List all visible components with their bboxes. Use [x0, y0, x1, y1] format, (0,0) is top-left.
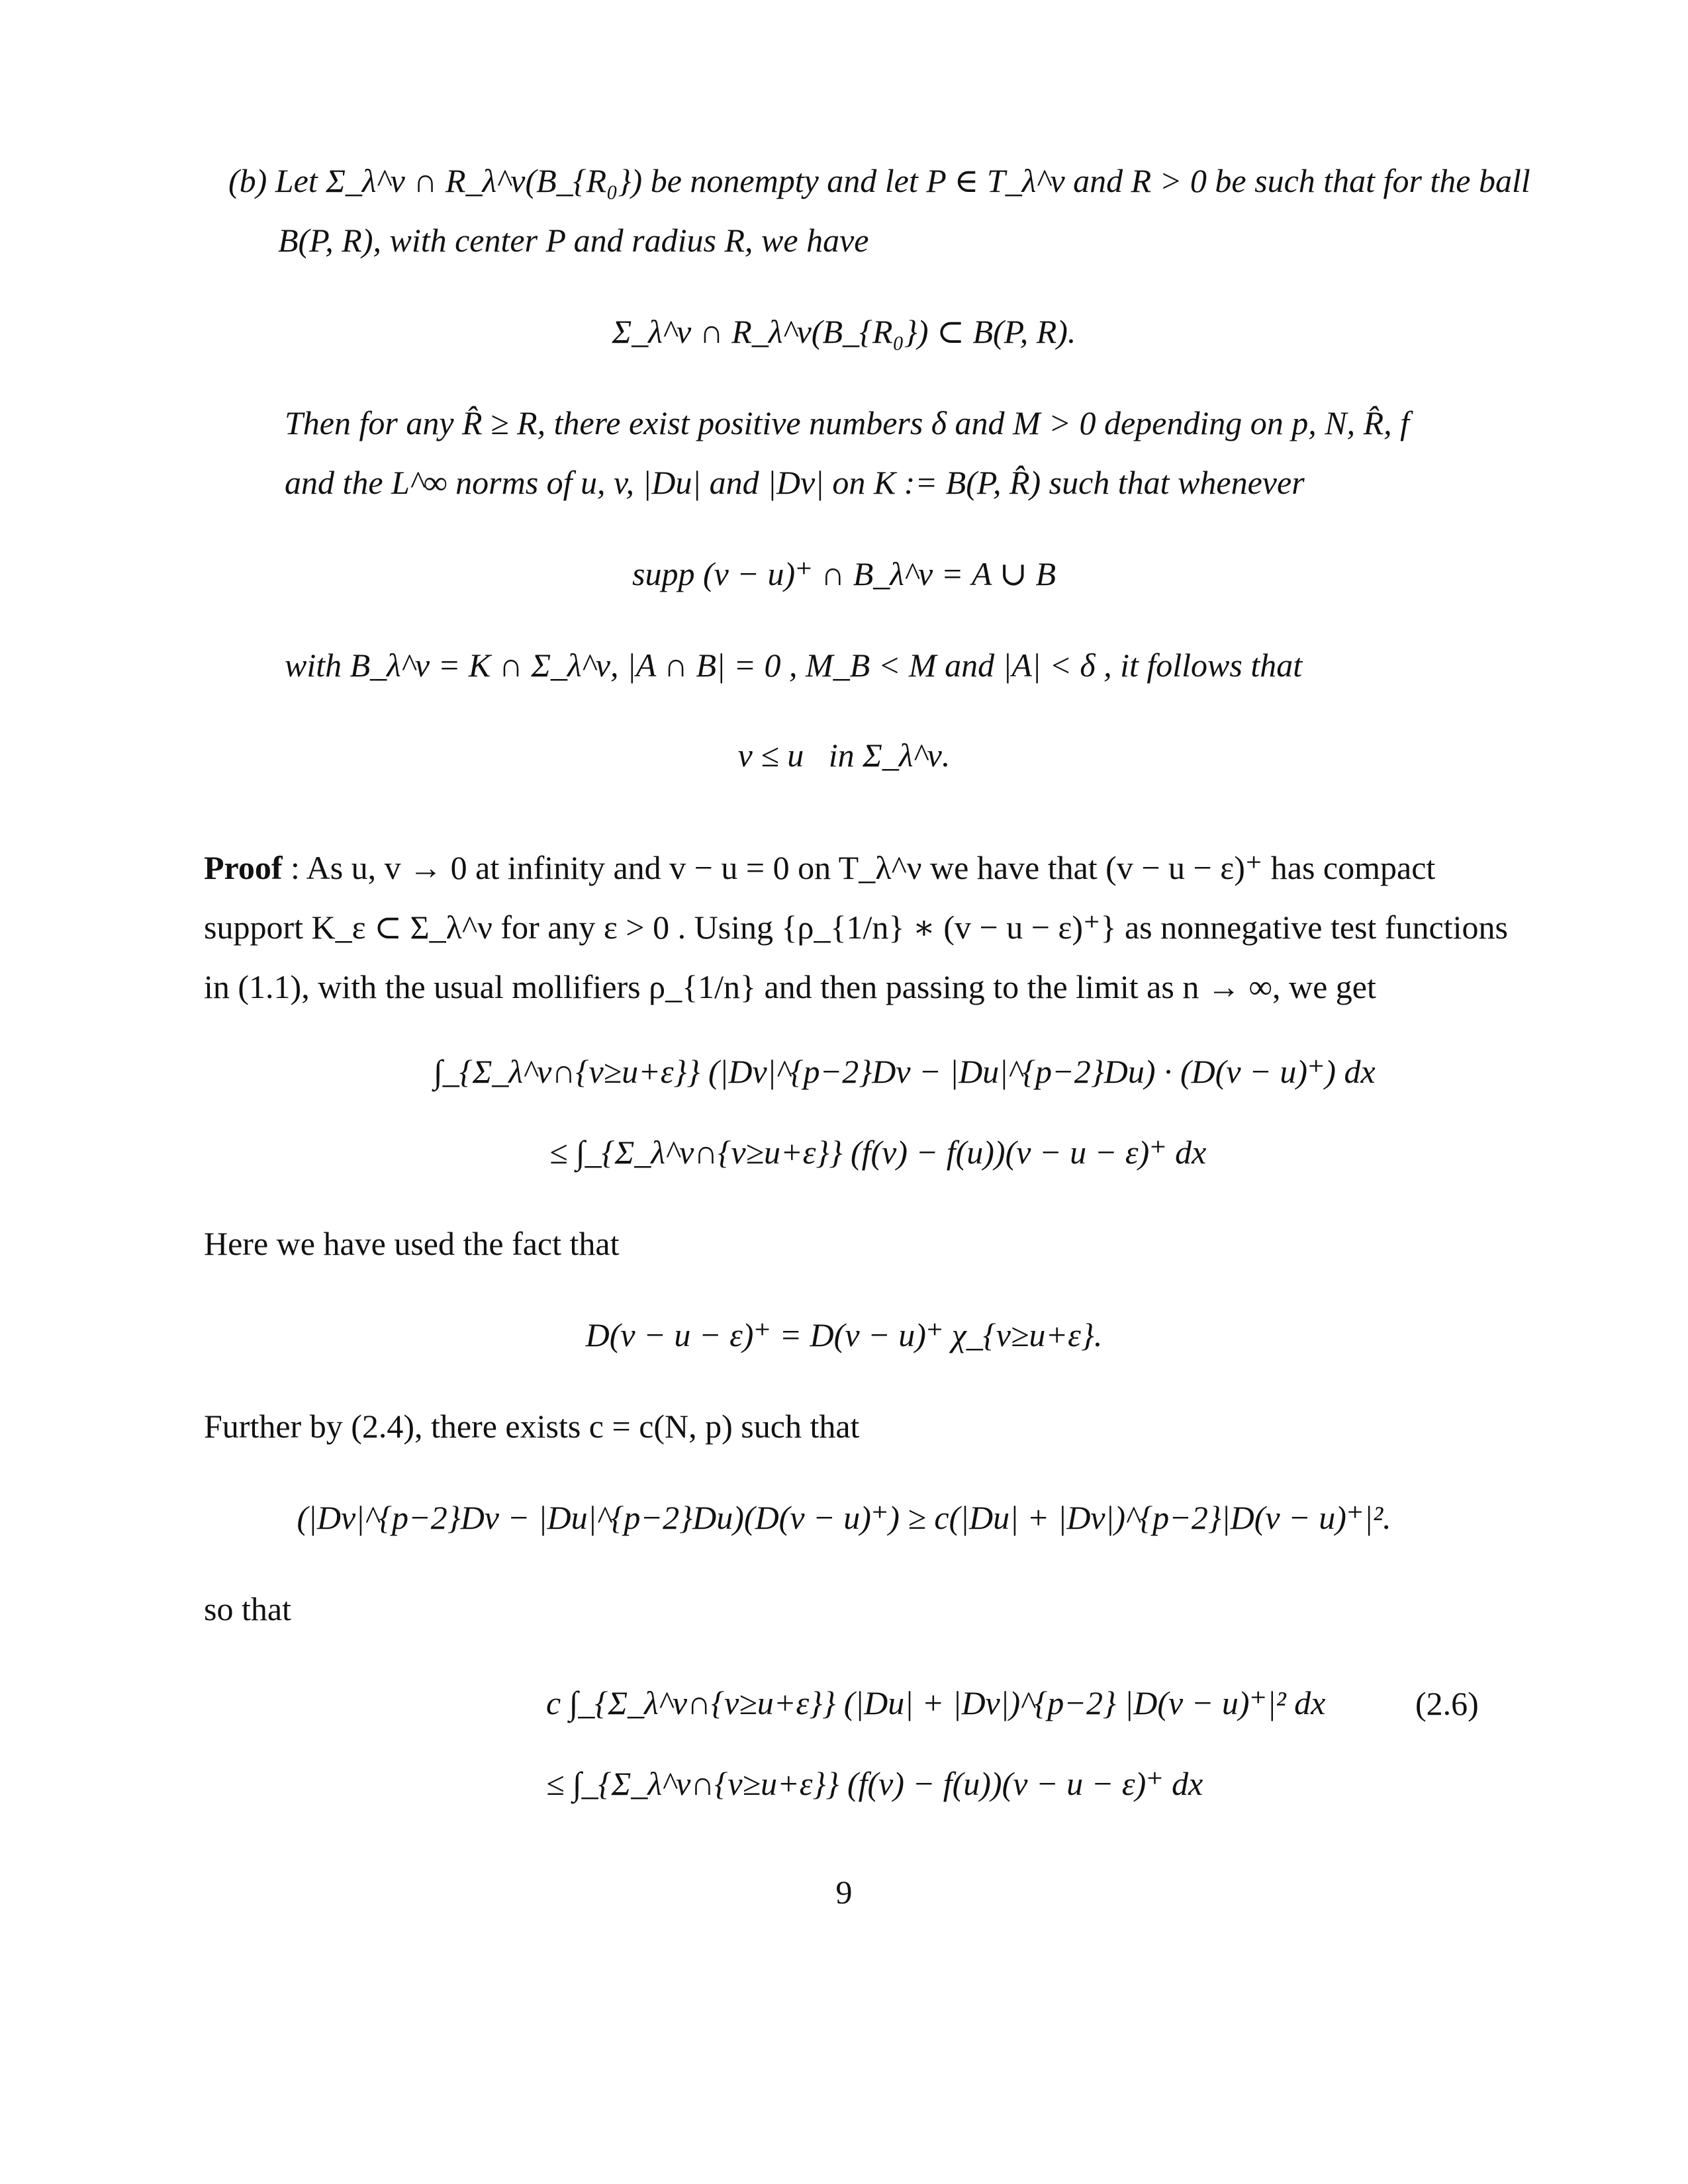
display-gradient-fact: D(v − u − ε)⁺ = D(v − u)⁺ χ_{v≥u+ε}. [585, 1316, 1103, 1353]
here-text: Here we have used the fact that [204, 1225, 620, 1262]
page-number: 9 [835, 1874, 853, 1911]
further-text: Further by (2.4), there exists c = c(N, p) such that [204, 1408, 860, 1445]
proof-label: Proof [204, 849, 283, 886]
lemma-b-line-5: with B_λ^ν = K ∩ Σ_λ^ν, |A ∩ B| = 0 , M_B < M and |A| < δ , it follows that [285, 647, 1303, 684]
display-monotonicity-inequality: (|Dv|^{p−2}Dv − |Du|^{p−2}Du)(D(v − u)⁺) ≥ c(|Du| + |Dv|)^{p−2}|D(v − u)⁺|². [297, 1499, 1391, 1536]
lemma-b-line-2: B(P, R), with center P and radius R, we have [278, 222, 869, 259]
lemma-b-line-3: Then for any R̂ ≥ R, there exist positive numbers δ and M > 0 depending on p, N, R̂, f [285, 404, 1409, 441]
lemma-b-line-4: and the L^∞ norms of u, v, |Du| and |Dv| on K := B(P, R̂) such that whenever [285, 464, 1305, 501]
lemma-b-display-inclusion: Σ_λ^ν ∩ R_λ^ν(B_{R₀}) ⊂ B(P, R). [612, 313, 1076, 350]
equation-2-6-line-1: c ∫_{Σ_λ^ν∩{v≥u+ε}} (|Du| + |Dv|)^{p−2} |D(v − u)⁺|² dx [546, 1684, 1326, 1721]
so-that-text: so that [204, 1590, 291, 1627]
integral-inequality-line-2: ≤ ∫_{Σ_λ^ν∩{v≥u+ε}} (f(v) − f(u))(v − u − ε)⁺ dx [549, 1134, 1207, 1171]
proof-line-2: support K_ε ⊂ Σ_λ^ν for any ε > 0 . Using {ρ_{1/n} ∗ (v − u − ε)⁺} as nonnegative test functions [204, 909, 1508, 946]
lemma-b-display-support: supp (v − u)⁺ ∩ B_λ^ν = A ∪ B [632, 555, 1056, 592]
equation-2-6-line-2: ≤ ∫_{Σ_λ^ν∩{v≥u+ε}} (f(v) − f(u))(v − u − ε)⁺ dx [546, 1765, 1203, 1802]
proof-line-1-text: : As u, v → 0 at infinity and v − u = 0 on T_λ^ν we have that (v − u − ε)⁺ has compact [282, 849, 1436, 886]
lemma-b-line-1: (b) Let Σ_λ^ν ∩ R_λ^ν(B_{R₀}) be nonempty and let P ∈ T_λ^ν and R > 0 be such that for the ball [228, 162, 1530, 199]
proof-line-1 [204, 838, 1435, 897]
equation-label-2-6: (2.6) [1415, 1685, 1479, 1722]
lemma-b-display-conclusion: v ≤ u in Σ_λ^ν. [737, 737, 951, 774]
proof-line-3: in (1.1), with the usual mollifiers ρ_{1/n} and then passing to the limit as n → ∞, we get [204, 968, 1376, 1005]
integral-inequality-line-1: ∫_{Σ_λ^ν∩{v≥u+ε}} (|Dv|^{p−2}Dv − |Du|^{p−2}Du) · (D(v − u)⁺) dx [434, 1053, 1376, 1090]
